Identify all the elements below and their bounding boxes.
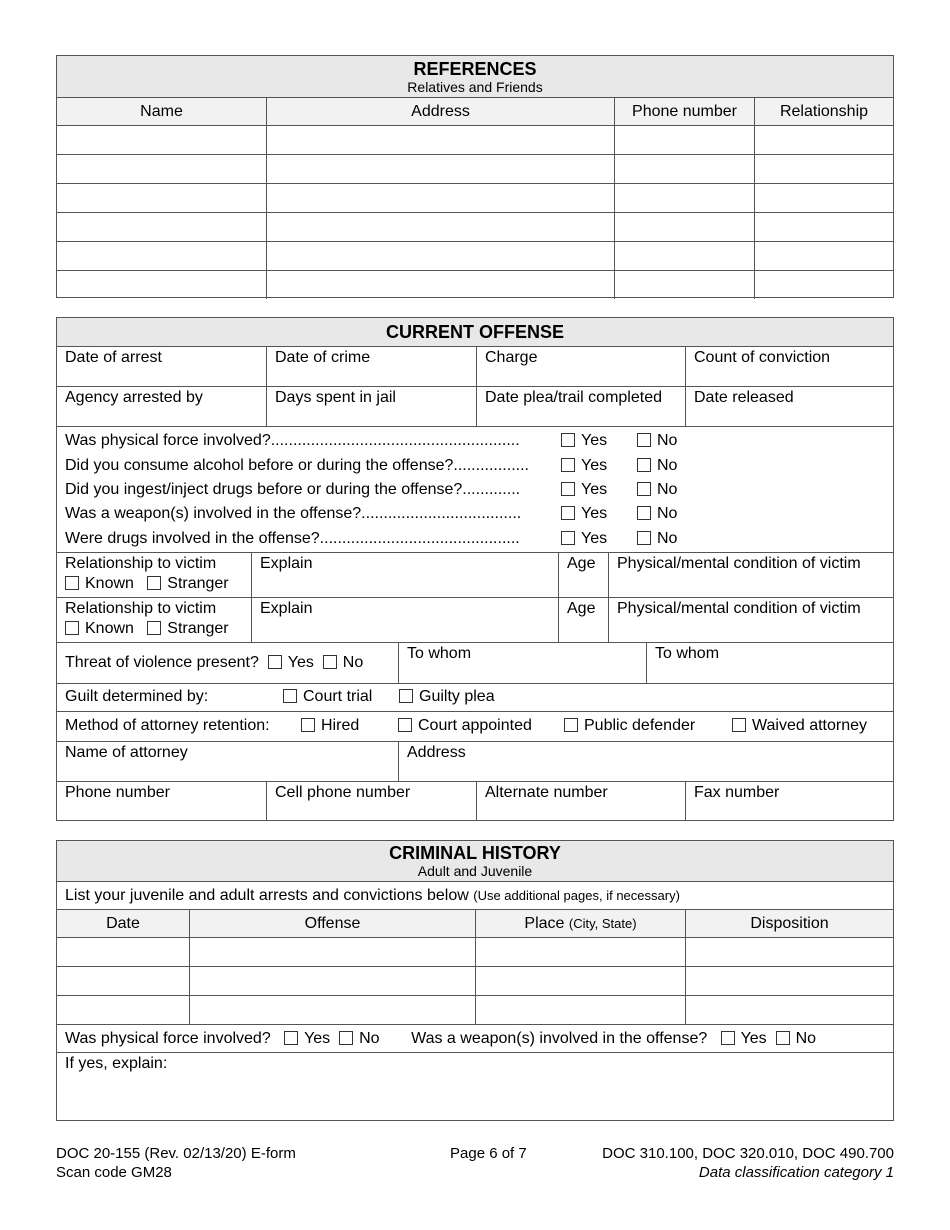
yes-checkbox[interactable] [561, 506, 575, 520]
explain-field[interactable] [252, 553, 559, 597]
date-of-crime-label: Date of crime [275, 349, 371, 366]
relationship-field[interactable] [755, 126, 893, 154]
criminal-history-section [56, 840, 894, 1121]
attorney-address-label: Address [407, 744, 466, 761]
attorney-address-field[interactable] [399, 742, 893, 781]
no-label: No [657, 480, 678, 498]
yes-label: Yes [581, 432, 608, 450]
question-physical-force [65, 429, 885, 453]
alternate-number-field[interactable] [477, 782, 686, 820]
known-label: Known [85, 575, 134, 592]
yes-label: Yes [581, 456, 608, 474]
offense-questions [57, 427, 893, 553]
if-yes-explain-field[interactable] [57, 1053, 893, 1119]
no-checkbox[interactable] [323, 655, 337, 669]
place-field[interactable] [476, 996, 686, 1024]
place-field[interactable] [476, 938, 686, 966]
agency-arrested-by-label: Agency arrested by [65, 389, 203, 406]
offense-field[interactable] [190, 967, 476, 995]
date-field[interactable] [57, 996, 190, 1024]
stranger-checkbox[interactable] [147, 621, 161, 635]
question-label: Did you consume alcohol before or during the offense?................. [65, 456, 529, 474]
count-of-conviction-label: Count of conviction [694, 349, 831, 366]
public-defender-label: Public defender [584, 717, 696, 734]
court-trial-label: Court trial [303, 688, 373, 705]
place-field[interactable] [476, 967, 686, 995]
no-checkbox[interactable] [637, 482, 651, 496]
address-field[interactable] [267, 126, 615, 154]
no-checkbox[interactable] [637, 458, 651, 472]
age-field[interactable] [559, 553, 609, 597]
doc-references: DOC 310.100, DOC 320.010, DOC 490.700 [602, 1145, 894, 1162]
date-of-arrest-label: Date of arrest [65, 349, 162, 366]
name-field[interactable] [57, 213, 267, 241]
physical-force-label: Was physical force involved? [65, 1030, 271, 1047]
phone-number-label: Phone number [65, 784, 170, 801]
waived-attorney-checkbox[interactable] [732, 718, 746, 732]
no-label: No [342, 654, 364, 671]
age-field[interactable] [559, 598, 609, 642]
col-place-note: (City, State) [568, 916, 637, 931]
cell-phone-field[interactable] [267, 782, 477, 820]
charge-field[interactable] [477, 347, 686, 386]
disposition-field[interactable] [686, 938, 893, 966]
attorney-name-label: Name of attorney [65, 744, 188, 761]
question-label: Did you ingest/inject drugs before or during the offense?............. [65, 480, 521, 498]
question-drugs-ingest [65, 478, 885, 502]
criminal-history-column-headers [57, 910, 893, 938]
attorney-retention-row [57, 712, 893, 742]
name-field[interactable] [57, 155, 267, 183]
to-whom-field[interactable] [647, 643, 893, 683]
yes-checkbox[interactable] [561, 531, 575, 545]
relationship-field[interactable] [755, 271, 893, 299]
instruction-text: List your juvenile and adult arrests and convictions below [65, 887, 469, 904]
table-row [57, 271, 893, 299]
attorney-retention [57, 712, 893, 741]
victim-condition-field[interactable] [609, 598, 893, 642]
yes-label: Yes [740, 1030, 767, 1047]
table-row [57, 126, 893, 155]
cell-phone-label: Cell phone number [275, 784, 411, 801]
arrest-row [57, 347, 893, 387]
page-number: Page 6 of 7 [450, 1145, 527, 1162]
yes-label: Yes [581, 529, 608, 547]
current-offense-section [56, 317, 894, 821]
phone-field[interactable] [615, 126, 755, 154]
guilt-row [57, 684, 893, 712]
no-checkbox[interactable] [776, 1031, 790, 1045]
relationship-label: Relationship to victim [65, 600, 217, 617]
table-row [57, 155, 893, 184]
alternate-number-label: Alternate number [485, 784, 608, 801]
agency-row [57, 387, 893, 427]
references-title: REFERENCES [413, 59, 537, 79]
offense-field[interactable] [190, 938, 476, 966]
relationship-field[interactable] [755, 213, 893, 241]
victim-condition-label: Physical/mental condition of victim [617, 600, 861, 617]
yes-checkbox[interactable] [561, 433, 575, 447]
address-field[interactable] [267, 155, 615, 183]
agency-arrested-by-field[interactable] [57, 387, 267, 426]
no-checkbox[interactable] [637, 433, 651, 447]
name-field[interactable] [57, 242, 267, 270]
yes-label: Yes [287, 654, 314, 671]
date-plea-completed-field[interactable] [477, 387, 686, 426]
date-plea-completed-label: Date plea/trail completed [485, 389, 662, 406]
disposition-field[interactable] [686, 996, 893, 1024]
offense-field[interactable] [190, 996, 476, 1024]
name-field[interactable] [57, 184, 267, 212]
date-field[interactable] [57, 967, 190, 995]
threat-of-violence [57, 643, 399, 683]
scan-code: Scan code GM28 [56, 1164, 172, 1181]
phone-field[interactable] [615, 271, 755, 299]
known-checkbox[interactable] [65, 576, 79, 590]
no-checkbox[interactable] [637, 506, 651, 520]
relationship-to-victim [57, 553, 252, 597]
guilt-label: Guilt determined by: [65, 688, 209, 705]
date-of-arrest-field[interactable] [57, 347, 267, 386]
known-label: Known [85, 620, 134, 637]
relationship-label: Relationship to victim [65, 555, 217, 572]
current-offense-title: CURRENT OFFENSE [385, 322, 564, 342]
victim-row-1 [57, 553, 893, 598]
guilty-plea-label: Guilty plea [419, 688, 495, 705]
threat-label: Threat of violence present? [65, 654, 259, 671]
col-date: Date [57, 910, 190, 937]
no-checkbox[interactable] [637, 531, 651, 545]
col-place [476, 910, 686, 937]
name-field[interactable] [57, 126, 267, 154]
hired-label: Hired [321, 717, 360, 734]
col-address: Address [267, 98, 615, 125]
guilt-determined-by [57, 684, 893, 711]
public-defender-checkbox[interactable] [564, 718, 578, 732]
references-column-headers [57, 98, 893, 126]
attorney-row [57, 742, 893, 782]
phone-field[interactable] [615, 184, 755, 212]
stranger-label: Stranger [167, 575, 229, 592]
table-row [57, 938, 893, 967]
attorney-name-field[interactable] [57, 742, 399, 781]
yes-checkbox[interactable] [268, 655, 282, 669]
question-weapon [65, 502, 885, 526]
date-released-field[interactable] [686, 387, 893, 426]
relationship-field[interactable] [755, 184, 893, 212]
explain-label: Explain [260, 600, 313, 617]
victim-condition-label: Physical/mental condition of victim [617, 555, 861, 572]
court-trial-checkbox[interactable] [283, 689, 297, 703]
criminal-history-subtitle: Adult and Juvenile [417, 863, 533, 879]
no-label: No [657, 505, 678, 523]
guilty-plea-checkbox[interactable] [399, 689, 413, 703]
question-drugs-involved [65, 527, 885, 551]
victim-condition-field[interactable] [609, 553, 893, 597]
explain-field[interactable] [252, 598, 559, 642]
relationship-field[interactable] [755, 155, 893, 183]
yes-label: Yes [581, 480, 608, 498]
col-relationship: Relationship [755, 98, 893, 125]
count-of-conviction-field[interactable] [686, 347, 893, 386]
court-appointed-checkbox[interactable] [398, 718, 412, 732]
weapon-label: Was a weapon(s) involved in the offense? [411, 1030, 708, 1047]
stranger-label: Stranger [167, 620, 229, 637]
col-place-label: Place [524, 915, 565, 932]
date-released-label: Date released [694, 389, 794, 406]
to-whom-label: To whom [655, 645, 720, 662]
yes-checkbox[interactable] [284, 1031, 298, 1045]
known-checkbox[interactable] [65, 621, 79, 635]
references-section [56, 55, 894, 298]
age-label: Age [567, 600, 596, 617]
disposition-field[interactable] [686, 967, 893, 995]
date-of-crime-field[interactable] [267, 347, 477, 386]
references-subtitle: Relatives and Friends [407, 79, 543, 95]
phone-number-field[interactable] [57, 782, 267, 820]
no-label: No [657, 529, 678, 547]
relationship-field[interactable] [755, 242, 893, 270]
yes-label: Yes [304, 1030, 331, 1047]
table-row [57, 996, 893, 1025]
days-in-jail-label: Days spent in jail [275, 389, 396, 406]
stranger-checkbox[interactable] [147, 576, 161, 590]
no-label: No [359, 1030, 380, 1047]
charge-label: Charge [485, 349, 538, 366]
phone-field[interactable] [615, 155, 755, 183]
col-phone-number: Phone number [615, 98, 755, 125]
attorney-phone-row [57, 782, 893, 820]
explain-row [57, 1053, 893, 1119]
to-whom-label: To whom [407, 645, 472, 662]
address-field[interactable] [267, 242, 615, 270]
col-name: Name [57, 98, 267, 125]
history-questions-row [57, 1025, 893, 1053]
criminal-history-title: CRIMINAL HISTORY [389, 843, 561, 863]
attorney-retention-label: Method of attorney retention: [65, 717, 270, 734]
col-disposition: Disposition [686, 910, 893, 937]
court-appointed-label: Court appointed [418, 717, 532, 734]
fax-number-label: Fax number [694, 784, 780, 801]
yes-checkbox[interactable] [721, 1031, 735, 1045]
phone-field[interactable] [615, 242, 755, 270]
age-label: Age [567, 555, 596, 572]
days-in-jail-field[interactable] [267, 387, 477, 426]
date-field[interactable] [57, 938, 190, 966]
if-yes-explain-label: If yes, explain: [65, 1055, 168, 1072]
address-field[interactable] [267, 184, 615, 212]
yes-checkbox[interactable] [561, 458, 575, 472]
question-label: Were drugs involved in the offense?............................................. [65, 529, 520, 547]
address-field[interactable] [267, 213, 615, 241]
no-label: No [657, 456, 678, 474]
table-row [57, 213, 893, 242]
yes-checkbox[interactable] [561, 482, 575, 496]
current-offense-header [57, 318, 893, 347]
col-offense: Offense [190, 910, 476, 937]
waived-attorney-label: Waived attorney [752, 717, 868, 734]
table-row [57, 184, 893, 213]
no-checkbox[interactable] [339, 1031, 353, 1045]
table-row [57, 242, 893, 271]
form-id: DOC 20-155 (Rev. 02/13/20) E-form [56, 1145, 296, 1162]
question-label: Was physical force involved?........................................................ [65, 432, 520, 450]
data-classification: Data classification category 1 [698, 1164, 894, 1181]
no-label: No [795, 1030, 817, 1047]
no-label: No [657, 432, 678, 450]
references-header [57, 56, 893, 98]
question-alcohol [65, 453, 885, 477]
explain-label: Explain [260, 555, 313, 572]
yes-label: Yes [581, 505, 608, 523]
to-whom-field[interactable] [399, 643, 647, 683]
name-field[interactable] [57, 271, 267, 299]
victim-row-2 [57, 598, 893, 643]
question-label: Was a weapon(s) involved in the offense?.................................... [65, 505, 522, 523]
fax-number-field[interactable] [686, 782, 893, 820]
instruction-note: (Use additional pages, if necessary) [473, 888, 680, 903]
address-field[interactable] [267, 271, 615, 299]
references-rows [57, 126, 893, 299]
table-row [57, 967, 893, 996]
criminal-history-instruction [57, 882, 893, 910]
relationship-to-victim [57, 598, 252, 642]
hired-checkbox[interactable] [301, 718, 315, 732]
threat-row [57, 643, 893, 684]
criminal-history-header [57, 841, 893, 882]
phone-field[interactable] [615, 213, 755, 241]
